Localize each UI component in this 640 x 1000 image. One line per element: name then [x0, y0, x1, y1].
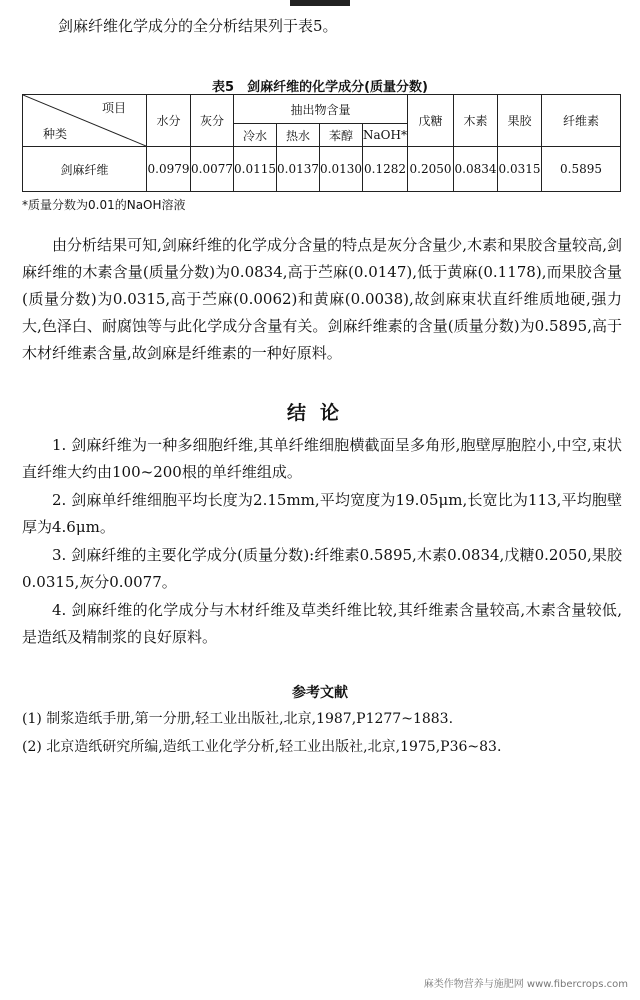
cell-hot-water: 0.0137 — [277, 147, 320, 192]
cell-lignin: 0.0834 — [454, 147, 498, 192]
conclusion-item-2: 2. 剑麻单纤维细胞平均长度为2.15mm,平均宽度为19.05μm,长宽比为113,平均胞壁厚为4.6μm。 — [22, 491, 622, 536]
conclusion-item-1: 1. 剑麻纤维为一种多细胞纤维,其单纤维细胞横截面呈多角形,胞壁厚胞腔小,中空,束状直纤维大约由100~200根的单纤维组成。 — [22, 436, 622, 481]
analysis-paragraph: 由分析结果可知,剑麻纤维的化学成分含量的特点是灰分含量少,木素和果胶含量较高,剑麻纤维的木素含量(质量分数)为0.0834,高于苎麻(0.0147),低于黄麻(0.1178),而果胶含量(质量分数)为0.0315,高于苎麻(0.0062)和黄麻(0.0038),故剑麻束状直纤维质地硬,强力大,色泽白、耐腐蚀等与此化学成分含量有关。剑麻纤维素的含量(质量分数)为0.5895,高于木材纤维素含量,故剑麻是纤维素的一种好原料。 — [22, 236, 622, 362]
cell-cold-water: 0.0115 — [234, 147, 277, 192]
row-name: 剑麻纤维 — [23, 147, 147, 192]
reference-1: (1) 制浆造纸手册,第一分册,轻工业出版社,北京,1987,P1277~1883. — [22, 711, 454, 727]
cell-naoh: 0.1282 — [363, 147, 408, 192]
reference-2: (2) 北京造纸研究所编,造纸工业化学分析,轻工业出版社,北京,1975,P36~83. — [22, 739, 502, 755]
watermark: 麻类作物营养与施肥网 www.fibercrops.com — [423, 979, 628, 990]
intro-text: 剑麻纤维化学成分的全分析结果列于表5。 — [58, 17, 338, 35]
table-caption: 表5 剑麻纤维的化学成分(质量分数) — [212, 80, 428, 95]
cell-ash: 0.0077 — [191, 147, 234, 192]
cell-water: 0.0979 — [147, 147, 191, 192]
cell-pentosan: 0.2050 — [408, 147, 454, 192]
corner-top-label: 项目 — [101, 101, 126, 115]
conclusion-item-4: 4. 剑麻纤维的化学成分与木材纤维及草类纤维比较,其纤维素含量较高,木素含量较低,是造纸及精制浆的良好原料。 — [22, 601, 622, 646]
header-extract: 抽出物含量 — [234, 95, 408, 124]
header-benzene-alcohol: 苯醇 — [320, 124, 363, 147]
header-lignin: 木素 — [454, 95, 498, 147]
header-ash: 灰分 — [191, 95, 234, 147]
header-cellulose: 纤维素 — [542, 95, 621, 147]
table-footnote: *质量分数为0.01的NaOH溶液 — [22, 198, 186, 212]
cell-pectin: 0.0315 — [498, 147, 542, 192]
references-heading: 参考文献 — [292, 685, 348, 701]
header-pectin: 果胶 — [498, 95, 542, 147]
cell-benzene-alcohol: 0.0130 — [320, 147, 363, 192]
header-water: 水分 — [147, 95, 191, 147]
header-pentosan: 戊糖 — [408, 95, 454, 147]
conclusion-item-3: 3. 剑麻纤维的主要化学成分(质量分数):纤维素0.5895,木素0.0834,戊糖0.2050,果胶0.0315,灰分0.0077。 — [22, 546, 622, 591]
composition-table — [22, 94, 621, 192]
header-rule — [290, 0, 350, 6]
header-naoh: NaOH* — [363, 124, 408, 147]
conclusion-heading: 结论 — [286, 402, 353, 424]
header-cold-water: 冷水 — [234, 124, 277, 147]
corner-cell — [23, 95, 147, 147]
table-row — [23, 147, 621, 192]
cell-cellulose: 0.5895 — [542, 147, 621, 192]
header-hot-water: 热水 — [277, 124, 320, 147]
corner-bottom-label: 种类 — [43, 127, 68, 141]
